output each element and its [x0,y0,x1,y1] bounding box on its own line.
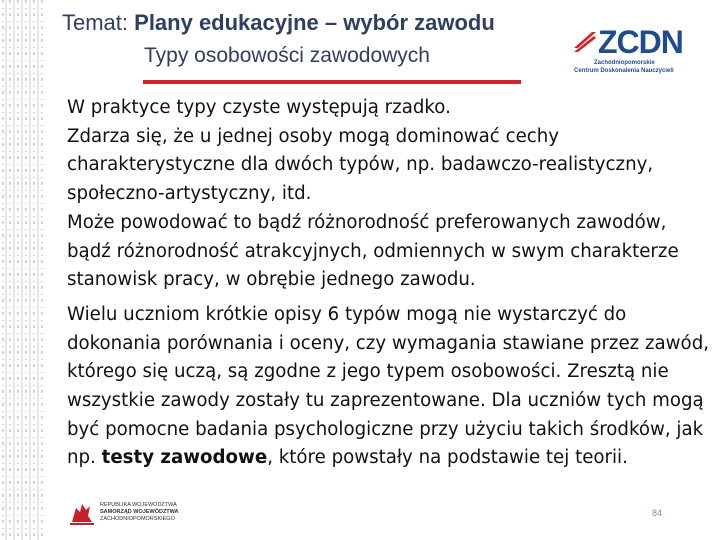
page-number: 84 [652,508,663,518]
title-topic: Plany edukacyjne – wybór zawodu [134,10,495,35]
body-paragraph-2: Zdarza się, że u jednej osoby mogą dominować cechy charakterystyczne dla dwóch typów, np. badawczo-realistyczny, społeczno-artystyczny, itd. [67,125,654,205]
footer-org-line-2: SAMORZĄD WOJEWÓDZTWA [100,509,179,515]
logo-brand: ZCDN [598,24,683,60]
body-paragraph-4-end: , które powstały na podstawie tej teorii. [267,447,628,469]
slide-subtitle: Typy osobowości zawodowych [144,44,430,67]
footer-org-line-3: ZACHODNIOPOMORSKIEGO [100,516,175,522]
footer-org-logo [68,498,218,528]
body-paragraph-1: W praktyce typy czyste występują rzadko. [67,97,451,118]
margin-handwriting-decoration [0,0,50,540]
decorative-margin-strip [0,0,50,540]
zcdn-mark-icon [572,28,598,54]
griffin-crest-icon [68,500,96,526]
zcdn-logo [572,24,682,76]
body-paragraph-4 [67,301,712,473]
title-prefix: Temat: [62,10,135,35]
body-paragraph-3: Może powodować to bądź różnorodność preferowanych zawodów, bądź różnorodność atrakcyjnych, odmiennych w swym charakterze stanowisk pracy, w obrębie jednego zawodu. [67,211,679,291]
logo-caption-1: Zachodniopomorskie [594,60,655,66]
footer-org-line-1: REPUBLIKA WOJEWÓDZTWA [100,502,177,508]
slide-body [67,94,712,473]
body-paragraph-4-start: Wielu uczniom krótkie opisy 6 typów mogą nie wystarczyć do dokonania porównania i oceny, czy wymagania stawiane przez zawód, którego się uczą, są zgodne z jego typem osobowości. Zresztą nie wszystkie zawody zostały tu zaprezentowane. Dla uczniów tych mogą być pomocne badania psychologiczne przy użyciu takich środków, jak np. [67,303,710,469]
slide-title [62,10,495,36]
logo-caption-2: Centrum Doskonalenia Nauczycieli [574,68,674,74]
title-divider [143,80,521,84]
body-paragraph-4-bold: testy zawodowe [101,447,268,469]
